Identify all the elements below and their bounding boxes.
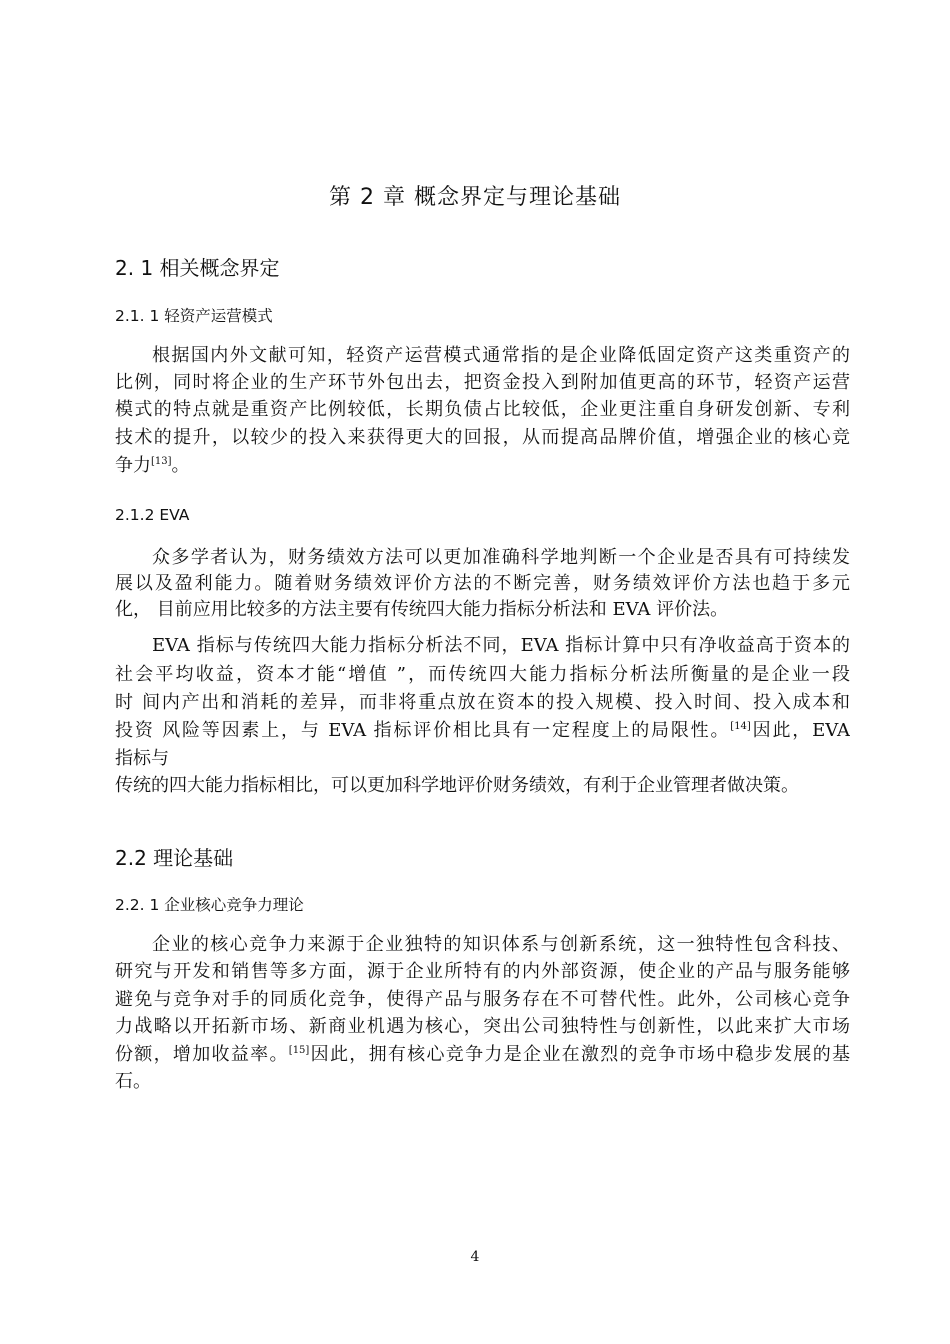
text-line [115, 453, 850, 479]
text-line [115, 718, 850, 744]
text-line: 根据国内外文献可知，轻资产运营模式通常指的是企业降低固定资产这类重资产的 [152, 345, 850, 366]
text-line: 指标与 [115, 748, 169, 769]
text-line: 研究与开发和销售等多方面，源于企业所特有的内外部资源，使企业的产品与服务能够 [115, 961, 850, 982]
text-line: 比例，同时将企业的生产环节外包出去，把资金投入到附加值更高的环节，轻资产运营 [115, 372, 850, 393]
text: 投资 风险等因素上，与 EVA 指标评价相比具有一定程度上的局限性。 [115, 720, 731, 741]
text-line: 石。 [115, 1071, 151, 1092]
section-heading-2-2: 2.2 理论基础 [115, 846, 234, 870]
subsection-heading-2-1-2: 2.1.2 EVA [115, 506, 190, 524]
text: 。 [171, 455, 190, 476]
text-line [115, 1042, 850, 1068]
text-line: 技术的提升，以较少的投入来获得更大的回报，从而提高品牌价值，增强企业的核心竞 [115, 427, 850, 448]
subsection-heading-2-1-1: 2.1. 1 轻资产运营模式 [115, 307, 273, 325]
section-heading-2-1: 2. 1 相关概念界定 [115, 256, 280, 280]
text-line: EVA 指标与传统四大能力指标分析法不同，EVA 指标计算中只有净收益高于资本的 [152, 635, 850, 656]
citation: [14] [730, 721, 751, 732]
text: 份额，增加收益率。 [115, 1044, 289, 1065]
text-line: 企业的核心竞争力来源于企业独特的知识体系与创新系统，这一独特性包含科技、 [152, 934, 850, 955]
text-line: 避免与竞争对手的同质化竞争，使得产品与服务存在不可替代性。此外，公司核心竞争 [115, 989, 850, 1010]
text: 因此，EVA [750, 720, 850, 741]
citation: [13] [151, 456, 172, 467]
text-line: 展以及盈利能力。随着财务绩效评价方法的不断完善，财务绩效评价方法也趋于多元 [115, 573, 850, 594]
text: 争力 [115, 455, 151, 476]
page-number: 4 [470, 1249, 480, 1265]
text-line: 传统的四大能力指标相比，可以更加科学地评价财务绩效，有利于企业管理者做决策。 [115, 775, 799, 796]
text-line: 时 间内产出和消耗的差异，而非将重点放在资本的投入规模、投入时间、投入成本和 [115, 692, 850, 713]
text-line: 力战略以开拓新市场、新商业机遇为核心，突出公司独特性与创新性，以此来扩大市场 [115, 1016, 850, 1037]
subsection-heading-2-2-1: 2.2. 1 企业核心竞争力理论 [115, 896, 304, 914]
chapter-title: 第 2 章 概念界定与理论基础 [329, 185, 621, 210]
citation: [15] [288, 1045, 310, 1056]
text-line: 模式的特点就是重资产比例较低，长期负债占比较低，企业更注重自身研发创新、专利 [115, 399, 850, 420]
text-line: 社会平均收益，资本才能“增值 ”，而传统四大能力指标分析法所衡量的是企业一段 [115, 664, 850, 685]
text: 因此，拥有核心竞争力是企业在激烈的竞争市场中稳步发展的基 [309, 1044, 850, 1065]
text-line: 化， 目前应用比较多的方法主要有传统四大能力指标分析法和 EVA 评价法。 [115, 599, 729, 620]
text-line: 众多学者认为，财务绩效方法可以更加准确科学地判断一个企业是否具有可持续发 [152, 547, 850, 568]
